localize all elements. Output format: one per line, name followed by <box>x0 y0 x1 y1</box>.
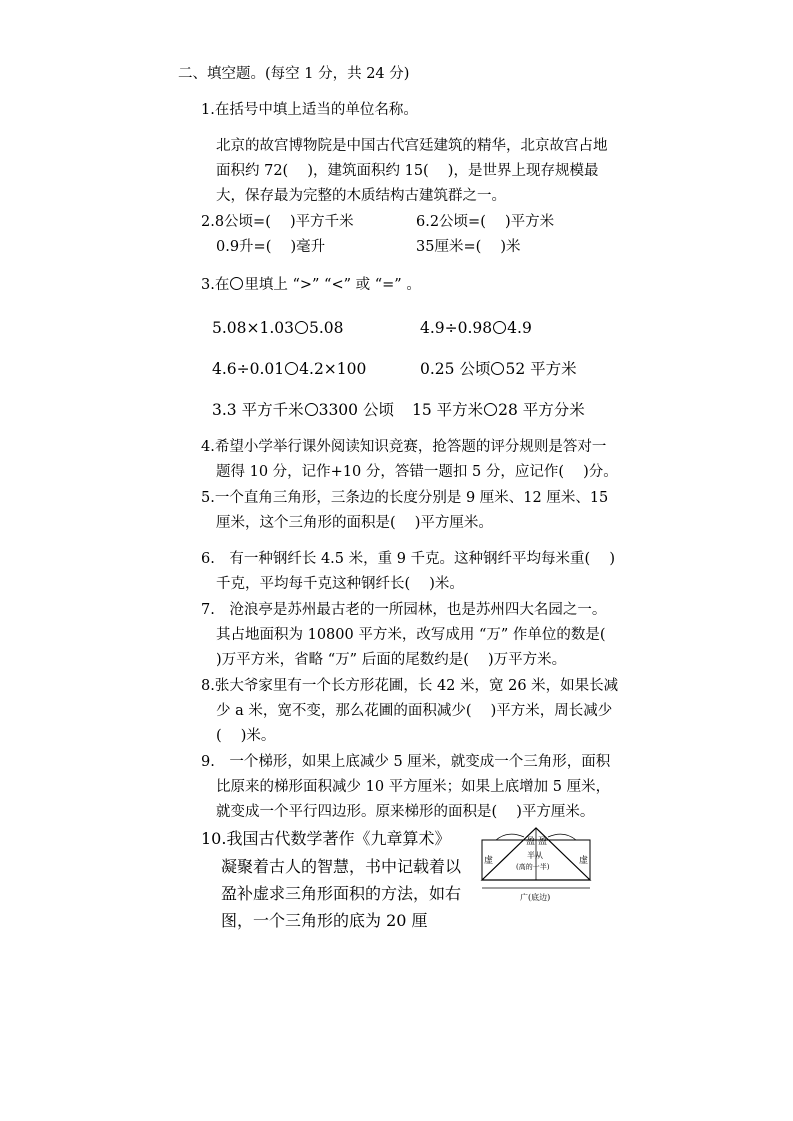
circle-blank-icon <box>295 321 308 334</box>
compare-right: 4.2×100 <box>299 360 367 378</box>
compare-right: 5.08 <box>309 319 344 337</box>
compare-item <box>212 400 394 420</box>
question-10-line: 凝聚着古人的智慧，书中记载着以 <box>221 857 462 876</box>
question-9-line: 就变成一个平行四边形。原来梯形的面积是( )平方厘米。 <box>216 804 595 820</box>
question-10-line: 10.我国古代数学著作《九章算术》 <box>201 829 451 848</box>
question-1-text-line: 面积约 72( )，建筑面积约 15( )，是世界上现存规模最 <box>216 163 599 179</box>
compare-right: 52 平方米 <box>505 360 577 378</box>
section-title: 二、填空题。(每空 1 分，共 24 分) <box>178 66 410 82</box>
compare-item <box>420 318 532 338</box>
circle-blank-icon <box>484 403 497 416</box>
question-1-text-line: 大，保存最为完整的木质结构古建筑群之一。 <box>216 188 506 204</box>
question-7-line: )万平方米，省略 “万” 后面的尾数约是( )万平方米。 <box>216 652 567 668</box>
compare-item <box>412 400 585 420</box>
question-5-line: 厘米，这个三角形的面积是( )平方厘米。 <box>216 515 493 531</box>
question-6-line: 千克，平均每千克这种钢纤长( )米。 <box>216 576 464 592</box>
question-7-line: 其占地面积为 10800 平方米，改写成用 “万” 作单位的数是( <box>216 627 606 643</box>
question-2-item-d: 35厘米=( )米 <box>416 239 521 255</box>
question-10-line: 图，一个三角形的底为 20 厘 <box>221 911 428 930</box>
compare-right: 28 平方分米 <box>498 401 585 419</box>
question-2-item-b: 6.2公顷=( )平方米 <box>416 214 555 230</box>
compare-left: 5.08×1.03 <box>212 319 295 337</box>
circle-blank-icon <box>491 362 504 375</box>
figure-label-center-2: (高的一半) <box>516 863 550 871</box>
circle-blank-icon <box>305 403 318 416</box>
question-7-line: 7. 沧浪亭是苏州最古老的一所园林，也是苏州四大名园之一。 <box>201 602 607 618</box>
compare-item <box>212 318 344 338</box>
compare-left: 3.3 平方千米 <box>212 401 304 419</box>
figure-label-ying-left: 盈 <box>526 837 536 847</box>
question-5-line: 5.一个直角三角形，三条边的长度分别是 9 厘米、12 厘米、15 <box>201 490 609 506</box>
question-9-line: 9. 一个梯形，如果上底减少 5 厘米，就变成一个三角形，面积 <box>201 754 611 770</box>
compare-left: 0.25 公顷 <box>420 360 491 378</box>
question-8-line: 8.张大爷家里有一个长方形花圃，长 42 米，宽 26 米，如果长减 <box>201 678 619 694</box>
question-2-item-c: 0.9升=( )毫升 <box>216 239 326 255</box>
question-2-item-a: 2.8公顷=( )平方千米 <box>201 214 354 230</box>
triangle-area-figure <box>478 826 594 906</box>
question-1-text-line: 北京的故宫博物院是中国古代宫廷建筑的精华，北京故宫占地 <box>216 138 608 154</box>
circle-blank-icon <box>230 277 243 290</box>
question-4-line: 题得 10 分，记作+10 分，答错一题扣 5 分，应记作( )分。 <box>216 464 618 480</box>
circle-blank-icon <box>493 321 506 334</box>
figure-label-xu-right: 虚 <box>579 856 589 866</box>
compare-left: 15 平方米 <box>412 401 484 419</box>
question-8-line: ( )米。 <box>216 728 276 744</box>
compare-right: 4.9 <box>507 319 532 337</box>
figure-label-xu-left: 虚 <box>484 856 494 866</box>
question-9-line: 比原来的梯形面积减少 10 平方厘米；如果上底增加 5 厘米， <box>216 779 611 795</box>
compare-right: 3300 公顷 <box>318 401 394 419</box>
question-3-title-suffix: 里填上 “>” “<” 或 “=” 。 <box>244 277 421 293</box>
question-8-line: 少 a 米，宽不变，那么花圃的面积减少( )平方米，周长减少 <box>216 703 613 719</box>
figure-label-center-1: 半从 <box>527 851 543 860</box>
figure-arrow-left <box>496 834 524 840</box>
question-1-title: 1.在括号中填上适当的单位名称。 <box>201 102 418 118</box>
question-3-title-prefix: 3.在 <box>201 277 230 293</box>
question-10-line: 盈补虚求三角形面积的方法，如右 <box>221 884 462 903</box>
compare-left: 4.6÷0.01 <box>212 360 285 378</box>
figure-arrow-right <box>548 834 576 840</box>
circle-blank-icon <box>285 362 298 375</box>
question-3-title <box>201 275 421 295</box>
figure-label-base: 广(底边) <box>520 893 551 902</box>
figure-label-ying-right: 盈 <box>538 837 548 847</box>
question-6-line: 6. 有一种钢纤长 4.5 米，重 9 千克。这种钢纤平均每米重( ) <box>201 551 615 567</box>
compare-left: 4.9÷0.98 <box>420 319 493 337</box>
question-4-line: 4.希望小学举行课外阅读知识竞赛，抢答题的评分规则是答对一 <box>201 439 607 455</box>
compare-item <box>420 359 577 379</box>
compare-item <box>212 359 366 379</box>
